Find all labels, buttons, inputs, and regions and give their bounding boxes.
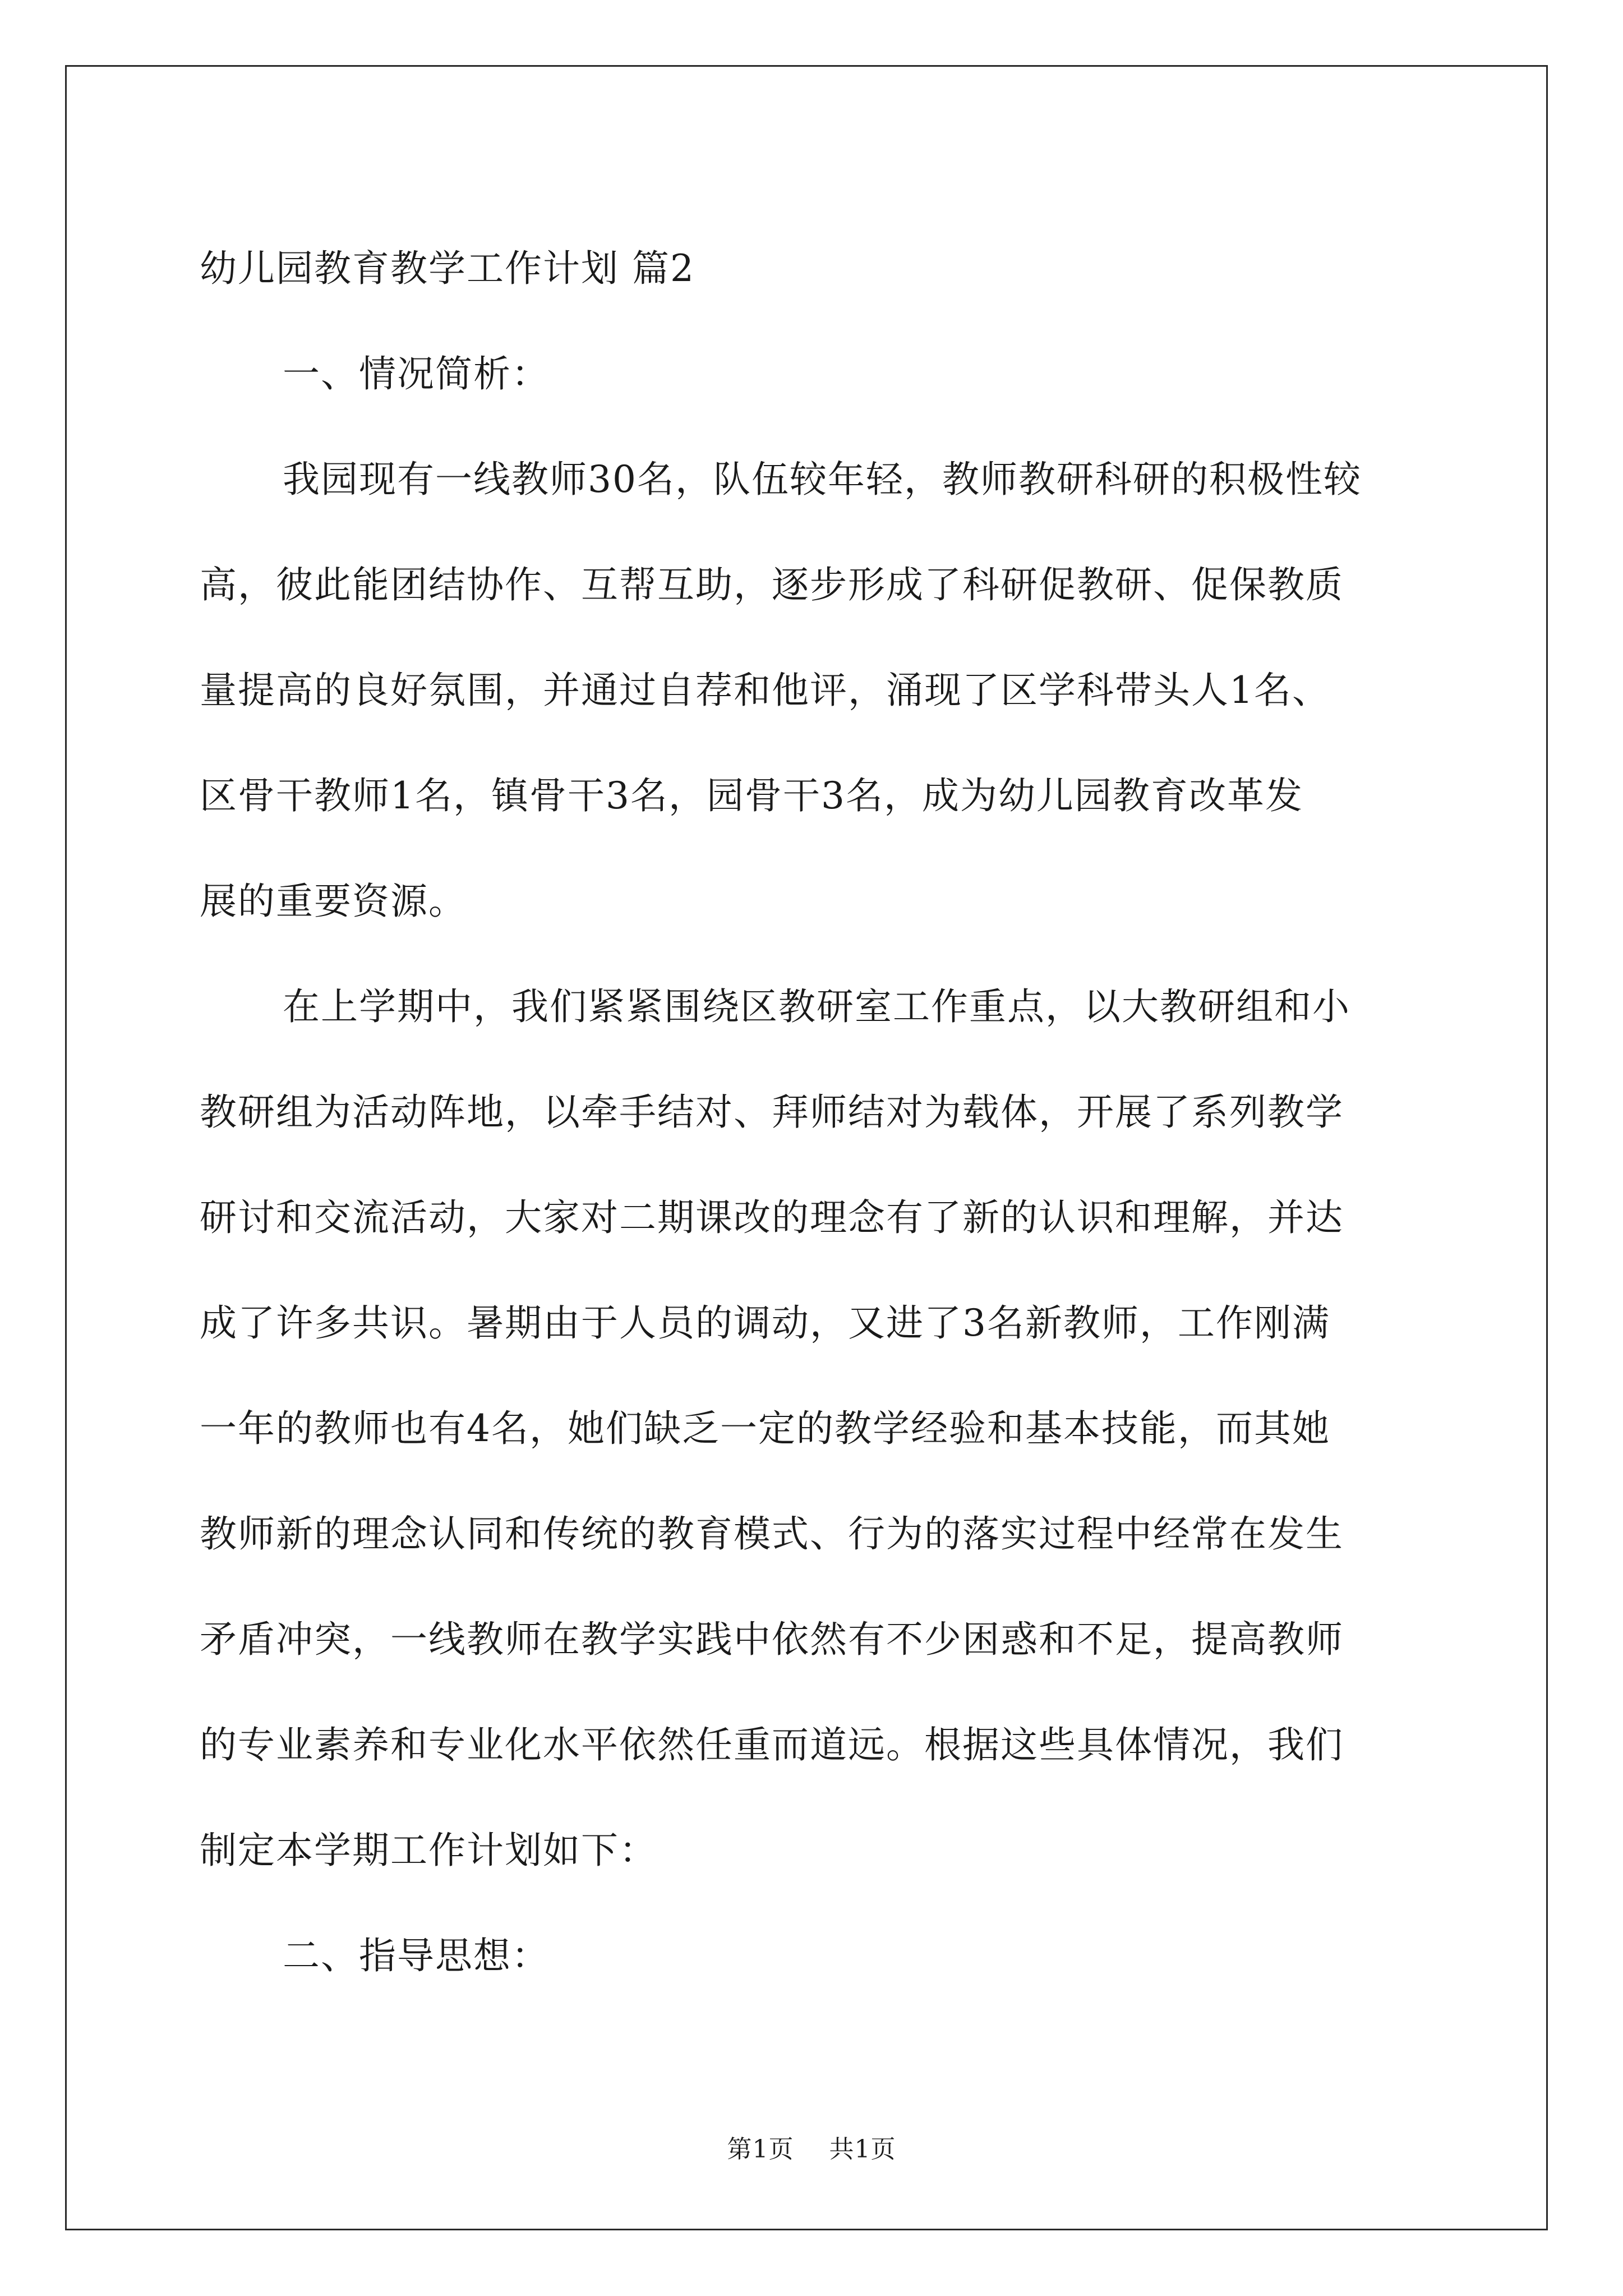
paragraph-line: 在上学期中，我们紧紧围绕区教研室工作重点，以大教研组和小 xyxy=(283,985,1350,1028)
document-title: 幼儿园教育教学工作计划 篇2 xyxy=(200,247,695,290)
paragraph-line: 矛盾冲突，一线教师在教学实践中依然有不少困惑和不足，提高教师 xyxy=(200,1618,1344,1661)
paragraph-1 xyxy=(200,427,1422,954)
document-body xyxy=(200,216,1422,2009)
paragraph-line: 教师新的理念认同和传统的教育模式、行为的落实过程中经常在发生 xyxy=(200,1512,1344,1556)
paragraph-line: 制定本学期工作计划如下： xyxy=(200,1829,657,1872)
section-heading-2: 二、指导思想： xyxy=(283,1934,550,1977)
paragraph-2 xyxy=(200,954,1422,1903)
page-footer xyxy=(0,2129,1623,2165)
page-number-total: 共1页 xyxy=(829,2135,896,2164)
paragraph-line: 教研组为活动阵地，以牵手结对、拜师结对为载体，开展了系列教学 xyxy=(200,1091,1344,1134)
paragraph-line: 我园现有一线教师30名，队伍较年轻，教师教研科研的积极性较 xyxy=(283,458,1362,501)
paragraph-line: 区骨干教师1名，镇骨干3名，园骨干3名，成为幼儿园教育改革发 xyxy=(200,774,1303,817)
paragraph-line: 高，彼此能团结协作、互帮互助，逐步形成了科研促教研、促保教质 xyxy=(200,563,1344,606)
paragraph-line: 的专业素养和专业化水平依然任重而道远。根据这些具体情况，我们 xyxy=(200,1723,1344,1766)
paragraph-line: 一年的教师也有4名，她们缺乏一定的教学经验和基本技能，而其她 xyxy=(200,1407,1330,1450)
page-number-current: 第1页 xyxy=(727,2135,794,2164)
paragraph-line: 研讨和交流活动，大家对二期课改的理念有了新的认识和理解，并达 xyxy=(200,1196,1344,1239)
section-heading-1: 一、情况简析： xyxy=(283,352,550,395)
paragraph-line: 展的重要资源。 xyxy=(200,880,467,923)
paragraph-line: 量提高的良好氛围，并通过自荐和他评，涌现了区学科带头人1名、 xyxy=(200,669,1330,712)
paragraph-line: 成了许多共识。暑期由于人员的调动，又进了3名新教师，工作刚满 xyxy=(200,1301,1330,1345)
